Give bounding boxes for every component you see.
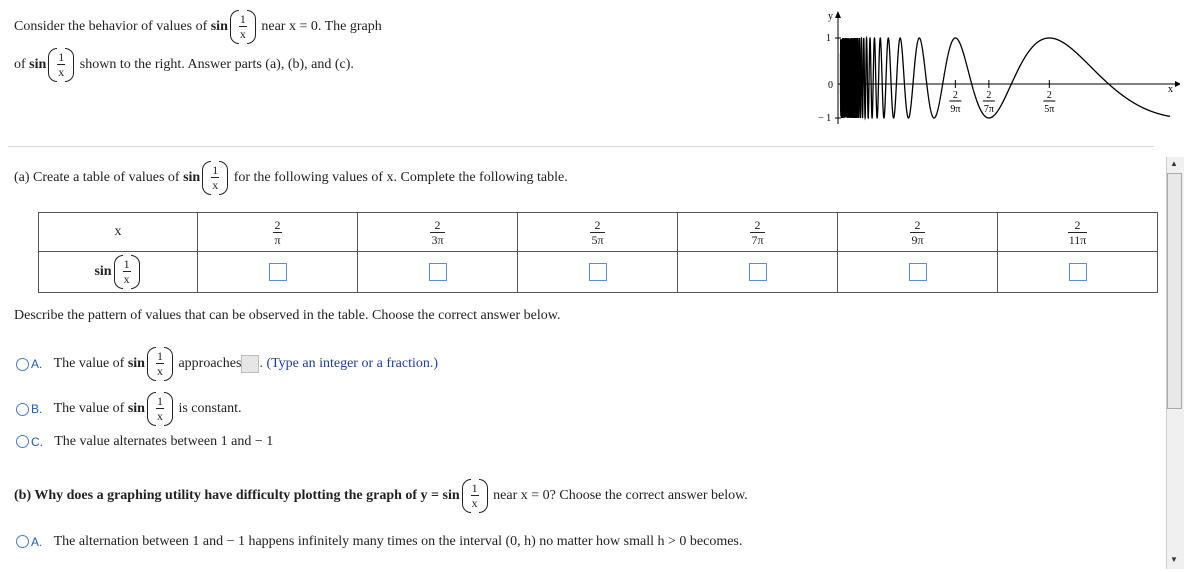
x-tick-numerator: 2 — [986, 90, 992, 101]
answer-input[interactable] — [909, 263, 927, 281]
x-value-cell: $\frac{2}{\pi}$ — [198, 213, 358, 252]
values-table — [38, 212, 1158, 293]
y-axis-label: y — [828, 11, 833, 22]
part-a-prompt: (a) Create a table of values of sin $\frac{1}{x}$ for the following values of x. Complete the following table. — [14, 161, 568, 195]
table-row-x — [39, 213, 1158, 252]
intro-line-1: Consider the behavior of values of sin $\frac{1}{x}$ near x = 0. The graph — [14, 10, 382, 44]
part-b-option-a[interactable]: A. The alternation between 1 and − 1 happens infinitely many times on the interval (0, h) no matter how small h > 0 becomes. — [16, 534, 742, 550]
scroll-up-icon[interactable]: ▲ — [1170, 159, 1178, 168]
y-axis-arrow-icon — [835, 11, 841, 18]
radio-icon[interactable] — [16, 358, 29, 371]
sin-curve — [840, 38, 1170, 118]
x-tick-denominator: 5π — [1044, 104, 1055, 115]
x-header: x — [39, 213, 198, 252]
radio-icon[interactable] — [16, 403, 29, 416]
scrollbar-thumb[interactable] — [1167, 173, 1182, 409]
part-b-prompt: (b) Why does a graphing utility have difficulty plotting the graph of y = sin $\frac{1}{x}$ near x = 0? Choose the correct answer below. — [14, 479, 748, 513]
intro-line-2: of sin $\frac{1}{x}$ shown to the right. Answer parts (a), (b), and (c). — [14, 48, 354, 82]
x-tick-numerator: 2 — [1046, 90, 1052, 101]
fraction-one-over-x: $\frac{1}{x}$ — [48, 48, 74, 82]
answer-cell — [998, 252, 1158, 293]
x-tick-numerator: 2 — [952, 90, 958, 101]
answer-input[interactable] — [1069, 263, 1087, 281]
x-value-cell: $\frac{2}{9\pi}$ — [838, 213, 998, 252]
option-a[interactable]: A. The value of sin $\frac{1}{x}$ approaches . (Type an integer or a fraction.) — [16, 347, 438, 381]
section-divider — [8, 146, 1154, 147]
answer-cell — [838, 252, 998, 293]
fraction-one-over-x: $\frac{1}{x}$ — [202, 161, 228, 195]
x-axis-arrow-icon — [1175, 81, 1180, 87]
answer-input[interactable] — [429, 263, 447, 281]
radio-icon[interactable] — [16, 435, 29, 448]
scroll-down-icon[interactable]: ▼ — [1170, 555, 1178, 564]
x-tick-denominator: 7π — [983, 104, 994, 115]
y-neg-one-label: − 1 — [818, 113, 832, 124]
answer-input[interactable] — [749, 263, 767, 281]
x-tick-denominator: 9π — [950, 104, 961, 115]
option-c[interactable]: C. The value alternates between 1 and − 1 — [16, 434, 273, 450]
table-row-sin — [39, 252, 1158, 293]
sin-header: sin $\frac{1}{x}$ — [39, 252, 198, 293]
answer-input[interactable] — [589, 263, 607, 281]
x-value-cell: $\frac{2}{11\pi}$ — [998, 213, 1158, 252]
answer-cell — [198, 252, 358, 293]
answer-input[interactable] — [269, 263, 287, 281]
answer-cell — [518, 252, 678, 293]
x-value-cell: $\frac{2}{3\pi}$ — [358, 213, 518, 252]
fraction-one-over-x: $\frac{1}{x}$ — [230, 10, 256, 44]
describe-prompt: Describe the pattern of values that can be observed in the table. Choose the correct answer below. — [14, 308, 561, 323]
answer-cell — [358, 252, 518, 293]
origin-label: 0 — [828, 80, 833, 91]
sin-graph — [810, 6, 1180, 130]
sin-label: sin — [210, 19, 228, 35]
approach-value-input[interactable] — [241, 355, 259, 373]
x-value-cell: $\frac{2}{7\pi}$ — [678, 213, 838, 252]
option-b[interactable]: B. The value of sin $\frac{1}{x}$ is constant. — [16, 392, 241, 426]
answer-cell — [678, 252, 838, 293]
y-one-label: 1 — [826, 33, 831, 44]
x-value-cell: $\frac{2}{5\pi}$ — [518, 213, 678, 252]
radio-icon[interactable] — [16, 535, 29, 548]
x-ticks — [949, 80, 1055, 115]
x-axis-label: x — [1168, 84, 1173, 95]
